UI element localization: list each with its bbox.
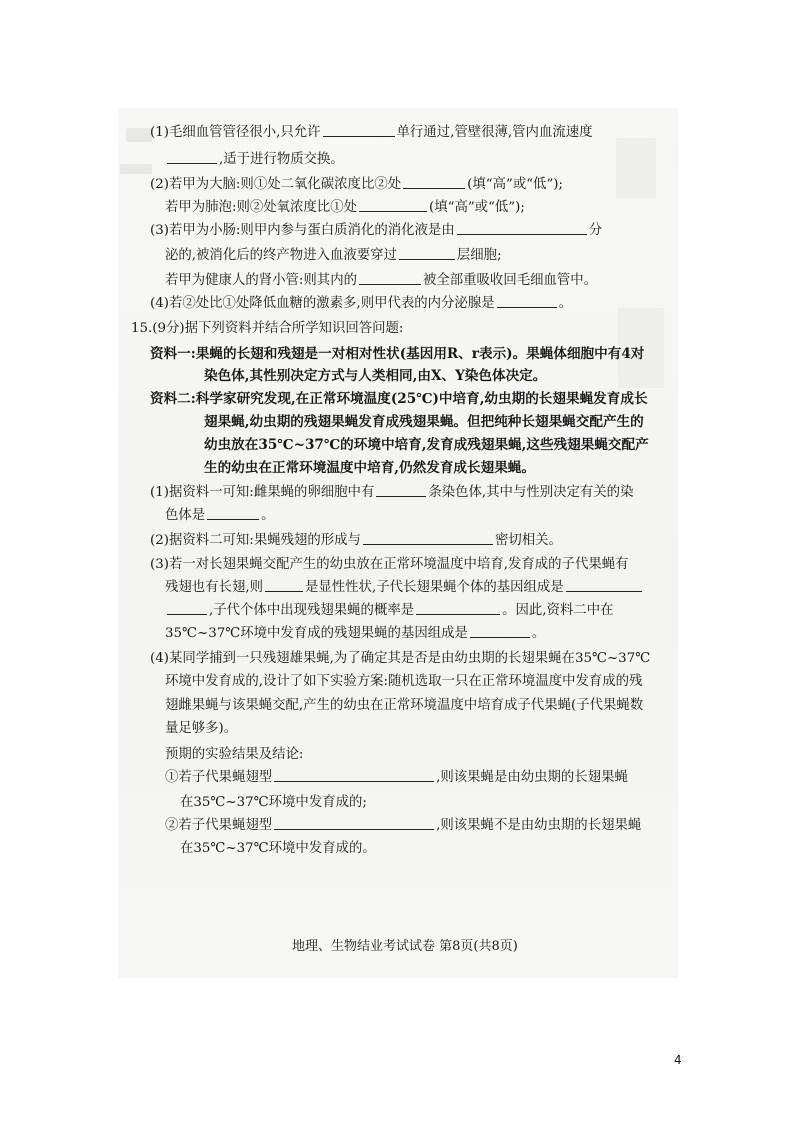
- answer-blank[interactable]: [399, 247, 455, 260]
- text-line: [165, 247, 502, 265]
- line-text: ,则该果蝇不是由幼虫期的长翅果蝇: [436, 818, 642, 833]
- scan-smudge: [616, 138, 656, 198]
- text-line: [165, 673, 642, 691]
- answer-blank[interactable]: [167, 602, 207, 615]
- text-line: [165, 507, 275, 525]
- line-text: 泌的,被消化后的终产物进入血液要穿过: [165, 248, 397, 263]
- answer-blank[interactable]: [274, 817, 434, 830]
- line-text: (3)若甲为小肠:则甲内参与蛋白质消化的消化液是由: [150, 223, 455, 238]
- line-text: 。: [531, 626, 546, 641]
- text-line: [131, 320, 403, 338]
- line-text: 是显性性状,子代长翅果蝇个体的基因组成是: [305, 580, 564, 595]
- text-line: [165, 625, 545, 643]
- line-text: 35℃~37℃环境中发育成的残翅果蝇的基因组成是: [165, 626, 468, 641]
- line-text: ①若子代果蝇翅型: [165, 770, 273, 785]
- text-line: [150, 124, 593, 142]
- line-text: 15.(9分)据下列资料并结合所学知识回答问题:: [131, 321, 404, 336]
- scan-smudge: [120, 164, 152, 174]
- answer-blank[interactable]: [359, 272, 421, 285]
- line-text: (1)毛细血管管径很小,只允许: [150, 125, 321, 140]
- text-line: [165, 720, 237, 738]
- line-text: 翅果蝇,幼虫期的残翅果蝇发育成残翅果蝇。但把纯种长翅果蝇交配产生的: [204, 414, 644, 430]
- text-line: [150, 390, 648, 408]
- line-text: 环境中发育成的,设计了如下实验方案:随机选取一只在正常环境温度中发育成的残: [165, 674, 643, 689]
- text-line: [165, 199, 525, 217]
- text-line: [150, 345, 644, 363]
- line-text: (1)据资料一可知:雌果蝇的卵细胞中有: [150, 485, 375, 500]
- answer-blank[interactable]: [376, 484, 426, 497]
- answer-blank[interactable]: [167, 151, 217, 164]
- line-text: 幼虫放在35℃~37℃的环境中培育,发育成残翅果蝇,这些残翅果蝇交配产: [204, 437, 649, 453]
- text-line: [180, 794, 367, 812]
- answer-blank[interactable]: [457, 222, 587, 235]
- line-text: 被全部重吸收回毛细血管中。: [422, 273, 598, 288]
- text-line: [150, 484, 633, 502]
- line-text: (4)某同学捕到一只残翅雄果蝇,为了确定其是否是由幼虫期的长翅果蝇在35℃~37℃: [150, 651, 651, 666]
- text-line: [150, 556, 629, 574]
- answer-blank[interactable]: [566, 579, 642, 592]
- answer-blank[interactable]: [416, 602, 500, 615]
- line-text: (2)据资料二可知:果蝇残翅的形成与: [150, 533, 361, 548]
- line-text: ,则该果蝇是由幼虫期的长翅果蝇: [436, 770, 628, 785]
- line-text: 资料一:果蝇的长翅和残翅是一对相对性状(基因用R、r表示)。果蝇体细胞中有4对: [150, 346, 645, 362]
- line-text: 在35℃~37℃环境中发育成的;: [180, 795, 367, 810]
- line-text: 条染色体,其中与性别决定有关的染: [428, 485, 634, 500]
- text-line: [150, 222, 602, 240]
- answer-blank[interactable]: [265, 579, 303, 592]
- text-line: [165, 697, 643, 715]
- line-text: (填“高”或“低”);: [428, 200, 525, 215]
- scan-smudge: [126, 128, 152, 142]
- line-text: 。: [261, 508, 275, 523]
- line-text: (3)若一对长翅果蝇交配产生的幼虫放在正常环境温度中培育,发育成的子代果蝇有: [150, 557, 629, 572]
- line-text: 翅雌果蝇与该果蝇交配,产生的幼虫在正常环境温度中培育成子代果蝇(子代果蝇数: [165, 698, 644, 713]
- line-text: 色体是: [165, 508, 206, 523]
- line-text: 密切相关。: [494, 533, 562, 548]
- text-line: [165, 272, 597, 290]
- text-line: [165, 746, 303, 764]
- line-text: (填“高”或“低”);: [467, 177, 564, 192]
- line-text: 残翅也有长翅,则: [165, 580, 263, 595]
- text-line: [165, 151, 344, 169]
- line-text: (4)若②处比①处降低血糖的激素多,则甲代表的内分泌腺是: [150, 296, 495, 311]
- line-text: (2)若甲为大脑:则①处二氧化碳浓度比②处: [150, 177, 402, 192]
- answer-blank[interactable]: [359, 199, 427, 212]
- text-line: [165, 769, 628, 787]
- line-text: 。因此,资料二中在: [502, 603, 614, 618]
- answer-blank[interactable]: [403, 176, 465, 189]
- text-line: [204, 367, 546, 385]
- text-line: [150, 650, 650, 668]
- line-text: 若甲为健康人的肾小管:则其内的: [165, 273, 357, 288]
- page-footer: 地理、生物结业考试试卷 第8页(共8页): [292, 939, 518, 954]
- text-line: [204, 436, 649, 454]
- line-text: 生的幼虫在正常环境温度中培育,仍然发育成长翅果蝇。: [204, 460, 535, 476]
- text-line: [165, 602, 614, 620]
- line-text: 分: [588, 223, 603, 238]
- line-text: 染色体,其性别决定方式与人类相同,由X、Y染色体决定。: [204, 368, 547, 384]
- line-text: ②若子代果蝇翅型: [165, 818, 273, 833]
- text-line: [150, 295, 572, 313]
- line-text: 层细胞;: [456, 248, 502, 263]
- text-line: [150, 532, 562, 550]
- text-line: [204, 413, 644, 431]
- line-text: 量足够多)。: [165, 721, 238, 736]
- line-text: ,适于进行物质交换。: [219, 152, 344, 167]
- answer-blank[interactable]: [207, 507, 259, 520]
- line-text: 在35℃~37℃环境中发育成的。: [180, 841, 376, 856]
- answer-blank[interactable]: [470, 625, 530, 638]
- line-text: 预期的实验结果及结论:: [165, 747, 304, 762]
- text-line: [165, 579, 644, 597]
- text-line: [165, 817, 641, 835]
- text-line: [180, 840, 376, 858]
- line-text: 若甲为肺泡:则②处氧浓度比①处: [165, 200, 357, 215]
- text-line: [150, 176, 563, 194]
- line-text: 资料二:科学家研究发现,在正常环境温度(25℃)中培育,幼虫期的长翅果蝇发育成长: [150, 391, 648, 407]
- line-text: 。: [558, 296, 572, 311]
- line-text: ,子代个体中出现残翅果蝇的概率是: [209, 603, 415, 618]
- line-text: 单行通过,管壁很薄,管内血流速度: [396, 125, 593, 140]
- text-line: [204, 459, 535, 477]
- page-number: 4: [674, 1053, 682, 1067]
- answer-blank[interactable]: [497, 295, 557, 308]
- answer-blank[interactable]: [363, 532, 493, 545]
- answer-blank[interactable]: [323, 124, 395, 137]
- answer-blank[interactable]: [274, 769, 434, 782]
